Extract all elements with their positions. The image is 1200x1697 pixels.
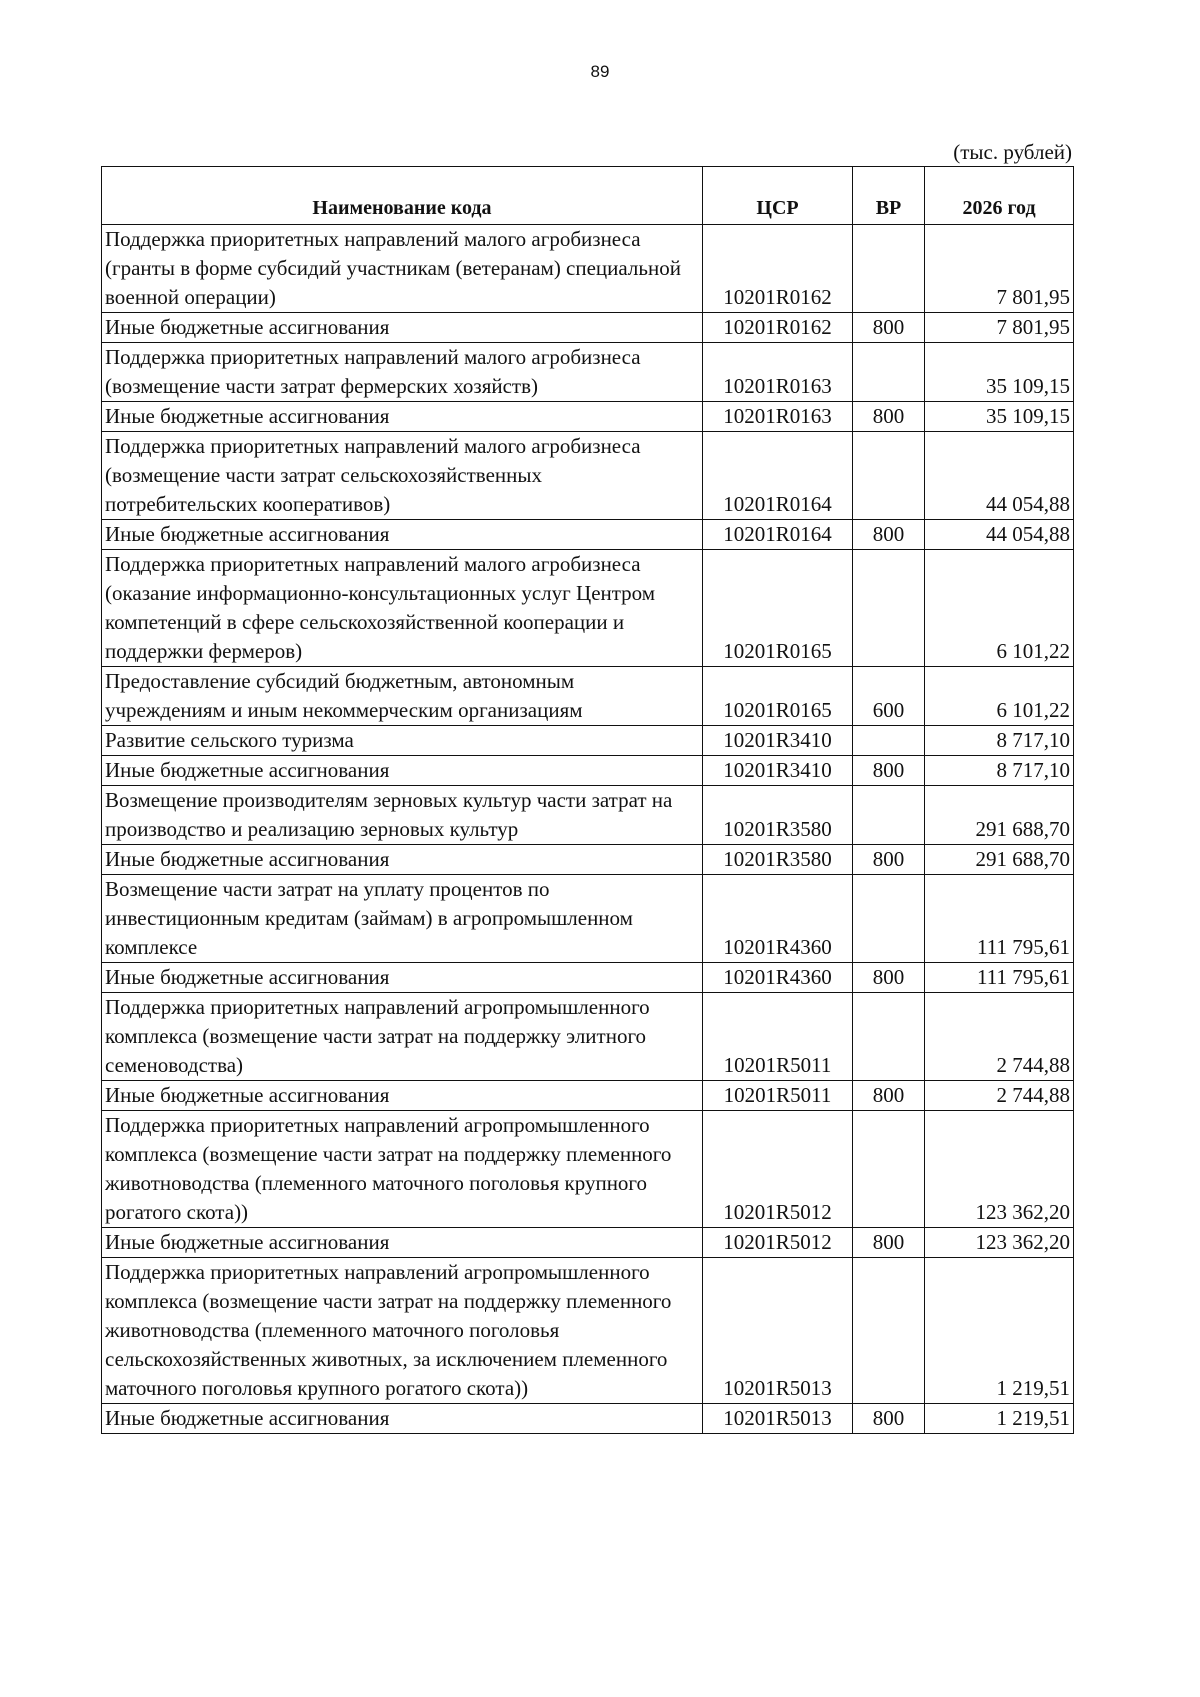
row-name-cell: Развитие сельского туризма (102, 726, 703, 756)
table-row (102, 993, 1074, 1081)
row-csr-cell: 10201R3410 (703, 726, 853, 756)
row-csr-cell: 10201R0163 (703, 402, 853, 432)
table-row (102, 1081, 1074, 1111)
table-row (102, 845, 1074, 875)
budget-table (101, 166, 1074, 1434)
table-row (102, 313, 1074, 343)
table-row (102, 225, 1074, 313)
table-body (102, 225, 1074, 1434)
table-row (102, 432, 1074, 520)
row-vr-cell: 800 (853, 520, 925, 550)
table-row (102, 786, 1074, 845)
row-csr-cell: 10201R5013 (703, 1404, 853, 1434)
header-amount: 2026 год (925, 167, 1074, 225)
row-amount-cell: 123 362,20 (925, 1111, 1074, 1228)
row-csr-cell: 10201R5012 (703, 1111, 853, 1228)
table-row (102, 1258, 1074, 1404)
row-amount-cell: 44 054,88 (925, 520, 1074, 550)
row-csr-cell: 10201R0165 (703, 550, 853, 667)
row-amount-cell: 2 744,88 (925, 993, 1074, 1081)
row-csr-cell: 10201R3410 (703, 756, 853, 786)
table-row (102, 667, 1074, 726)
row-vr-cell (853, 786, 925, 845)
row-amount-cell: 35 109,15 (925, 343, 1074, 402)
row-vr-cell (853, 225, 925, 313)
table-row (102, 875, 1074, 963)
row-name-cell: Иные бюджетные ассигнования (102, 402, 703, 432)
row-csr-cell: 10201R0162 (703, 313, 853, 343)
row-amount-cell: 44 054,88 (925, 432, 1074, 520)
row-name-cell: Иные бюджетные ассигнования (102, 313, 703, 343)
row-vr-cell (853, 875, 925, 963)
row-amount-cell: 123 362,20 (925, 1228, 1074, 1258)
row-csr-cell: 10201R0164 (703, 520, 853, 550)
row-name-cell: Иные бюджетные ассигнования (102, 1081, 703, 1111)
row-vr-cell: 800 (853, 1228, 925, 1258)
table-row (102, 1111, 1074, 1228)
row-amount-cell: 1 219,51 (925, 1258, 1074, 1404)
row-name-cell: Поддержка приоритетных направлений агропромышленного комплекса (возмещение части затрат на поддержку племенного животноводства (племенного маточного поголовья крупного рогатого скота)) (102, 1111, 703, 1228)
row-csr-cell: 10201R5013 (703, 1258, 853, 1404)
row-name-cell: Возмещение части затрат на уплату процентов по инвестиционным кредитам (займам) в агропромышленном комплексе (102, 875, 703, 963)
table-row (102, 726, 1074, 756)
row-vr-cell: 600 (853, 667, 925, 726)
header-vr: ВР (853, 167, 925, 225)
row-vr-cell (853, 1258, 925, 1404)
row-amount-cell: 1 219,51 (925, 1404, 1074, 1434)
table-row (102, 520, 1074, 550)
table-row (102, 1228, 1074, 1258)
page-number: 89 (590, 62, 610, 81)
row-amount-cell: 7 801,95 (925, 313, 1074, 343)
table-row (102, 402, 1074, 432)
row-vr-cell (853, 432, 925, 520)
row-csr-cell: 10201R3580 (703, 845, 853, 875)
row-vr-cell: 800 (853, 402, 925, 432)
row-vr-cell (853, 343, 925, 402)
row-csr-cell: 10201R5011 (703, 1081, 853, 1111)
row-csr-cell: 10201R0164 (703, 432, 853, 520)
row-name-cell: Иные бюджетные ассигнования (102, 756, 703, 786)
table-row (102, 963, 1074, 993)
row-name-cell: Поддержка приоритетных направлений малого агробизнеса (возмещение части затрат сельскохозяйственных потребительских кооперативов) (102, 432, 703, 520)
row-name-cell: Поддержка приоритетных направлений агропромышленного комплекса (возмещение части затрат на поддержку элитного семеноводства) (102, 993, 703, 1081)
row-csr-cell: 10201R3580 (703, 786, 853, 845)
row-amount-cell: 291 688,70 (925, 786, 1074, 845)
row-vr-cell (853, 1111, 925, 1228)
row-vr-cell: 800 (853, 845, 925, 875)
row-vr-cell: 800 (853, 1081, 925, 1111)
row-vr-cell (853, 726, 925, 756)
table-header-row (102, 167, 1074, 225)
row-amount-cell: 8 717,10 (925, 726, 1074, 756)
row-name-cell: Поддержка приоритетных направлений агропромышленного комплекса (возмещение части затрат на поддержку племенного животноводства (племенного маточного поголовья сельскохозяйственных животных, за исключением племенного маточного поголовья крупного рогатого скота)) (102, 1258, 703, 1404)
table-row (102, 343, 1074, 402)
header-csr: ЦСР (703, 167, 853, 225)
row-vr-cell: 800 (853, 963, 925, 993)
row-csr-cell: 10201R0163 (703, 343, 853, 402)
row-name-cell: Иные бюджетные ассигнования (102, 963, 703, 993)
row-csr-cell: 10201R4360 (703, 875, 853, 963)
table-row (102, 756, 1074, 786)
row-amount-cell: 111 795,61 (925, 875, 1074, 963)
row-csr-cell: 10201R4360 (703, 963, 853, 993)
row-amount-cell: 8 717,10 (925, 756, 1074, 786)
row-name-cell: Иные бюджетные ассигнования (102, 845, 703, 875)
row-name-cell: Поддержка приоритетных направлений малого агробизнеса (оказание информационно-консультационных услуг Центром компетенций в сфере сельскохозяйственной кооперации и поддержки фермеров) (102, 550, 703, 667)
row-name-cell: Иные бюджетные ассигнования (102, 520, 703, 550)
row-name-cell: Иные бюджетные ассигнования (102, 1404, 703, 1434)
row-amount-cell: 6 101,22 (925, 550, 1074, 667)
row-amount-cell: 291 688,70 (925, 845, 1074, 875)
row-vr-cell: 800 (853, 1404, 925, 1434)
row-name-cell: Возмещение производителям зерновых культур части затрат на производство и реализацию зерновых культур (102, 786, 703, 845)
row-name-cell: Поддержка приоритетных направлений малого агробизнеса (возмещение части затрат фермерских хозяйств) (102, 343, 703, 402)
row-name-cell: Иные бюджетные ассигнования (102, 1228, 703, 1258)
row-csr-cell: 10201R5011 (703, 993, 853, 1081)
row-amount-cell: 35 109,15 (925, 402, 1074, 432)
table-row (102, 550, 1074, 667)
row-vr-cell (853, 993, 925, 1081)
row-amount-cell: 111 795,61 (925, 963, 1074, 993)
units-label: (тыс. рублей) (953, 140, 1072, 164)
row-amount-cell: 6 101,22 (925, 667, 1074, 726)
row-csr-cell: 10201R0165 (703, 667, 853, 726)
row-csr-cell: 10201R0162 (703, 225, 853, 313)
header-name: Наименование кода (102, 167, 703, 225)
row-name-cell: Поддержка приоритетных направлений малого агробизнеса (гранты в форме субсидий участникам (ветеранам) специальной военной операции) (102, 225, 703, 313)
table-row (102, 1404, 1074, 1434)
row-vr-cell (853, 550, 925, 667)
row-csr-cell: 10201R5012 (703, 1228, 853, 1258)
row-vr-cell: 800 (853, 756, 925, 786)
row-name-cell: Предоставление субсидий бюджетным, автономным учреждениям и иным некоммерческим организациям (102, 667, 703, 726)
row-amount-cell: 7 801,95 (925, 225, 1074, 313)
row-amount-cell: 2 744,88 (925, 1081, 1074, 1111)
row-vr-cell: 800 (853, 313, 925, 343)
